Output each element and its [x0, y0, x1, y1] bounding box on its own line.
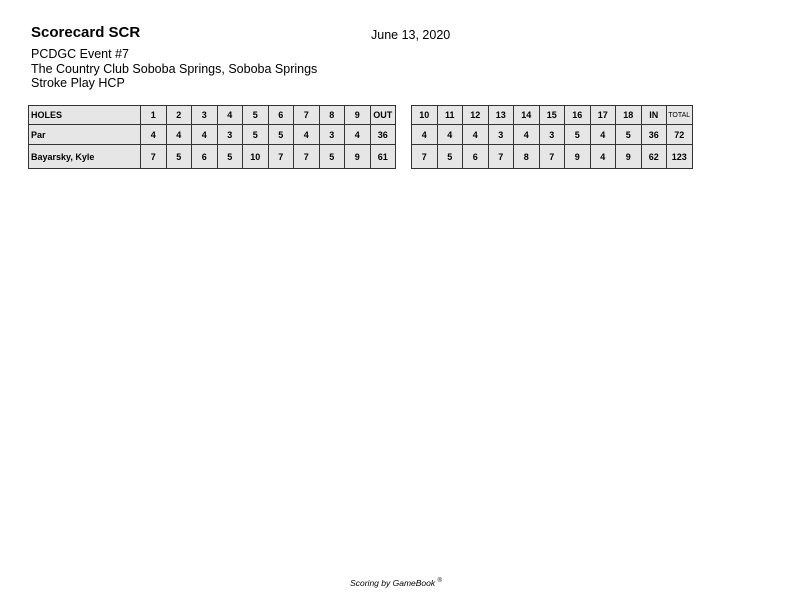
holes-row	[412, 106, 693, 125]
player-score: 5	[217, 145, 243, 169]
player-score: 9	[345, 145, 371, 169]
footer-credit	[0, 578, 792, 588]
hole-number: 2	[166, 106, 192, 125]
in-header: IN	[641, 106, 667, 125]
par-value: 4	[437, 125, 463, 145]
par-value: 4	[463, 125, 489, 145]
footer-text: Scoring by GameBook	[350, 578, 436, 588]
back-nine-table	[411, 105, 693, 169]
hole-number: 15	[539, 106, 565, 125]
player-score: 8	[514, 145, 540, 169]
player-score: 5	[319, 145, 345, 169]
player-name: Bayarsky, Kyle	[29, 145, 141, 169]
player-score: 6	[192, 145, 218, 169]
event-name: PCDGC Event #7	[31, 47, 129, 61]
par-value: 5	[268, 125, 294, 145]
hole-number: 8	[319, 106, 345, 125]
par-value: 4	[514, 125, 540, 145]
holes-row	[29, 106, 396, 125]
hole-number: 13	[488, 106, 514, 125]
player-score: 5	[437, 145, 463, 169]
hole-number: 5	[243, 106, 269, 125]
hole-number: 9	[345, 106, 371, 125]
player-score: 9	[565, 145, 591, 169]
par-value: 3	[217, 125, 243, 145]
front-nine-table	[28, 105, 396, 169]
player-score: 6	[463, 145, 489, 169]
player-score: 7	[141, 145, 167, 169]
player-score: 7	[268, 145, 294, 169]
hole-number: 17	[590, 106, 616, 125]
par-grand-total: 72	[667, 125, 693, 145]
out-header: OUT	[370, 106, 396, 125]
player-score: 7	[539, 145, 565, 169]
hole-number: 12	[463, 106, 489, 125]
player-row	[412, 145, 693, 169]
player-score: 4	[590, 145, 616, 169]
hole-number: 6	[268, 106, 294, 125]
par-in-total: 36	[641, 125, 667, 145]
par-value: 3	[319, 125, 345, 145]
player-score: 9	[616, 145, 642, 169]
par-value: 3	[488, 125, 514, 145]
player-score: 10	[243, 145, 269, 169]
hole-number: 4	[217, 106, 243, 125]
course-name: The Country Club Soboba Springs, Soboba Springs	[31, 61, 318, 76]
par-value: 5	[616, 125, 642, 145]
hole-number: 3	[192, 106, 218, 125]
player-score: 7	[294, 145, 320, 169]
par-value: 3	[539, 125, 565, 145]
par-row	[412, 125, 693, 145]
hole-number: 1	[141, 106, 167, 125]
player-row	[29, 145, 396, 169]
total-header: TOTAL	[667, 106, 693, 125]
hole-number: 7	[294, 106, 320, 125]
page-title: Scorecard SCR	[31, 24, 141, 41]
player-score: 7	[488, 145, 514, 169]
hole-number: 18	[616, 106, 642, 125]
registered-mark: ®	[437, 578, 442, 584]
hole-number: 16	[565, 106, 591, 125]
player-grand-total: 123	[667, 145, 693, 169]
par-label: Par	[29, 125, 141, 145]
par-value: 4	[166, 125, 192, 145]
event-date: June 13, 2020	[371, 28, 451, 42]
hole-number: 11	[437, 106, 463, 125]
par-value: 4	[590, 125, 616, 145]
hole-number: 14	[514, 106, 540, 125]
par-value: 4	[294, 125, 320, 145]
par-value: 4	[412, 125, 438, 145]
par-out-total: 36	[370, 125, 396, 145]
player-score: 7	[412, 145, 438, 169]
player-in-total: 62	[641, 145, 667, 169]
par-value: 5	[565, 125, 591, 145]
hole-number: 10	[412, 106, 438, 125]
par-value: 4	[345, 125, 371, 145]
par-value: 5	[243, 125, 269, 145]
holes-header: HOLES	[29, 106, 141, 125]
event-info	[31, 47, 317, 91]
player-score: 5	[166, 145, 192, 169]
par-value: 4	[141, 125, 167, 145]
player-out-total: 61	[370, 145, 396, 169]
play-format: Stroke Play HCP	[31, 76, 125, 90]
par-value: 4	[192, 125, 218, 145]
par-row	[29, 125, 396, 145]
